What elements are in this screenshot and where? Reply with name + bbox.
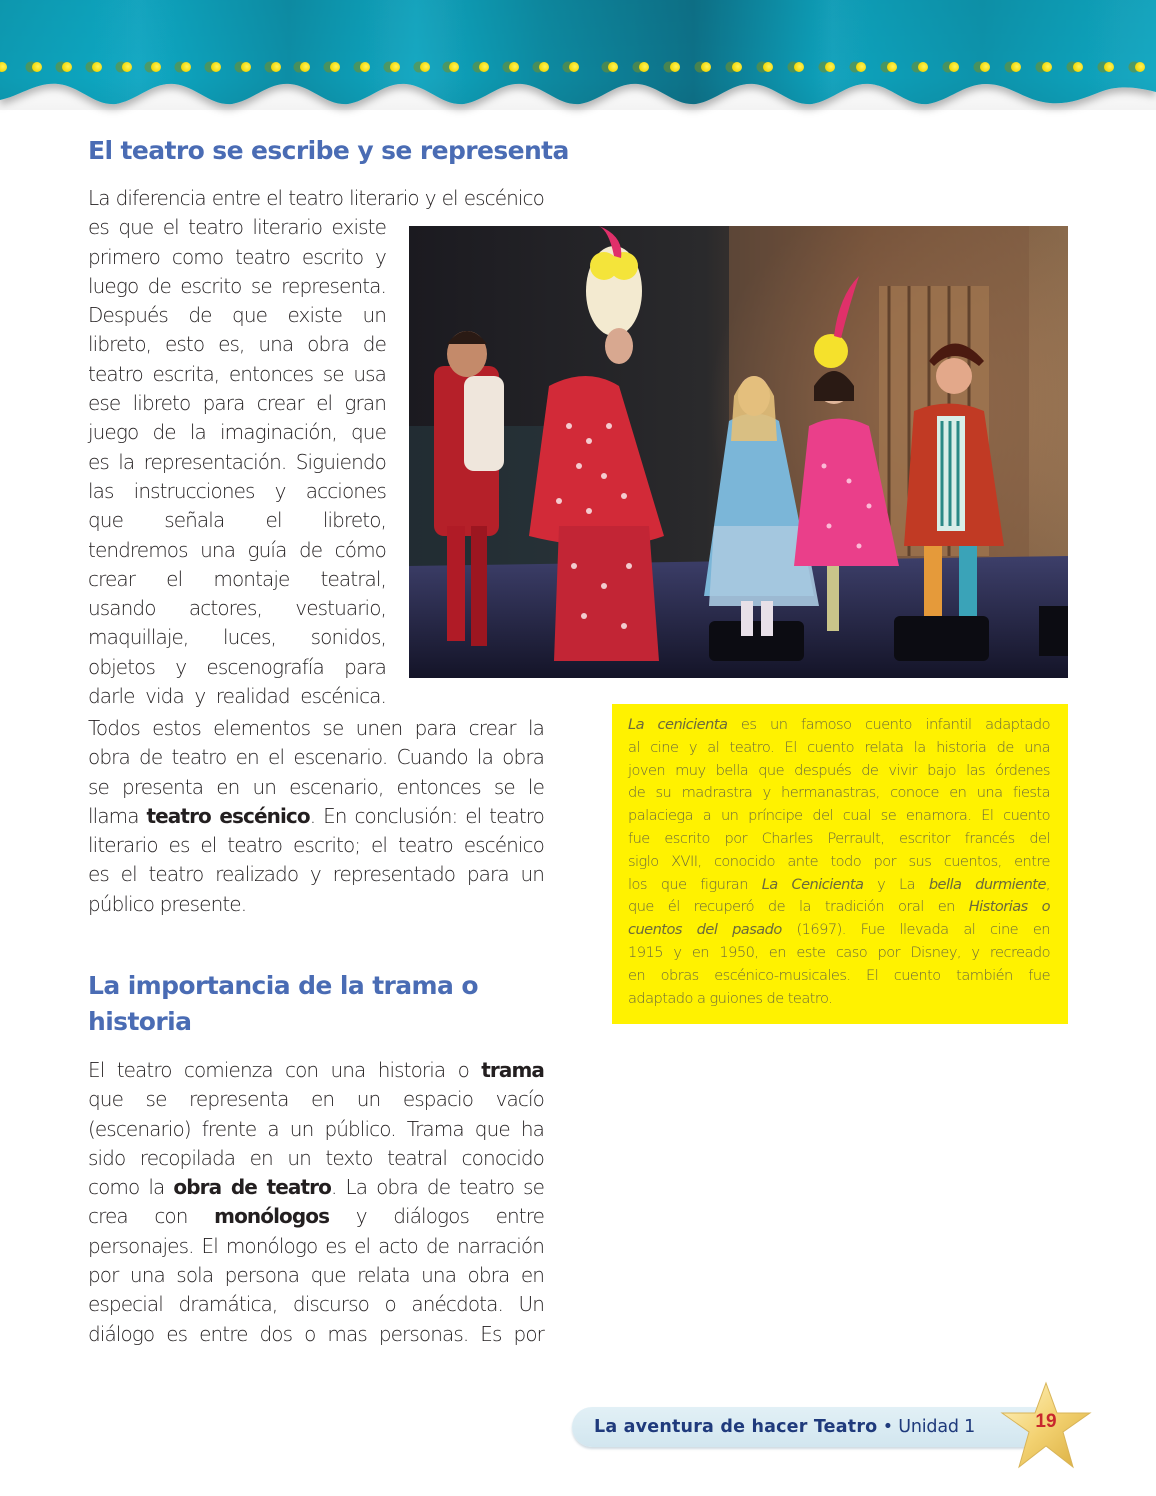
italic-title: La Cenicienta [761, 875, 864, 893]
text-line: juego de la imaginación, que [88, 420, 386, 445]
text-line: objetos y escenografía para [88, 654, 386, 679]
text-line: tendremos una guía de cómo [88, 537, 386, 562]
text-line: especial dramática, discurso o anécdota. Un [88, 1292, 544, 1317]
text-fragment: crea con [88, 1204, 215, 1229]
text-line [88, 802, 544, 831]
text-line: usando actores, vestuario, [88, 596, 386, 621]
bold-term-monologos: monólogos [214, 1204, 330, 1229]
section-heading-teatro-escribe: El teatro se escribe y se representa [88, 136, 569, 165]
stage-scene-illustration [409, 226, 1068, 678]
text-line: adaptado a guiones de teatro. [628, 989, 833, 1007]
page-number: 19 [1035, 1411, 1057, 1432]
text-fragment: . En conclusión: el teatro [309, 803, 544, 828]
info-box-text [628, 714, 1050, 1010]
separator-bullet: • [877, 1417, 899, 1437]
text-line: palaciega a un príncipe del cual se enamora. El cuento [628, 807, 1050, 825]
text-fragment: los que figuran [628, 875, 762, 893]
text-line: luego de escrito se representa. [88, 273, 386, 298]
wrapped-paragraph-left-of-photo [88, 213, 386, 711]
text-line: sido recopilada en un texto teatral conocido [88, 1145, 544, 1170]
text-line: literario es el teatro escrito; el teatro escénico [88, 833, 544, 858]
text-fragment: El teatro comienza con una historia o [88, 1058, 482, 1082]
text-line: las instrucciones y acciones [88, 478, 386, 503]
text-line: darle vida y realidad escénica. [88, 684, 386, 709]
text-line: que señala el libreto, [88, 508, 386, 533]
header-banner [0, 0, 1156, 125]
text-line: libreto, esto es, una obra de [88, 332, 386, 357]
footer-running-title [594, 1415, 975, 1439]
text-fragment: . La obra de teatro se [330, 1175, 544, 1200]
text-fragment: que él recuperó de la tradición oral en [628, 898, 969, 916]
italic-title: bella durmiente [928, 875, 1046, 893]
text-fragment: , [1045, 875, 1050, 893]
text-line: de su madrastra y hermanastras, conoce en una fiesta [628, 784, 1050, 802]
bold-term-obra-de-teatro: obra de teatro [173, 1175, 331, 1200]
intro-first-line [88, 184, 544, 213]
text-line: ese libreto para crear el gran [88, 391, 386, 416]
text-line: Después de que existe un [88, 303, 386, 328]
text-line [628, 919, 1050, 942]
paragraph-continuation [88, 714, 544, 919]
book-title: La aventura de hacer Teatro [594, 1417, 878, 1437]
text-line: se presenta en un escenario, entonces se le [88, 774, 544, 799]
trama-paragraph [88, 1056, 544, 1349]
text-line: teatro escrita, entonces se usa [88, 361, 386, 386]
text-line: Todos estos elementos se unen para crear la [88, 716, 544, 740]
text-line: que se representa en un espacio vacío [88, 1087, 544, 1112]
text-line: personajes. El monólogo es el acto de narración [88, 1233, 544, 1258]
text-line: crear el montaje teatral, [88, 566, 386, 591]
text-line: en obras escénico-musicales. El cuento también fue [628, 966, 1050, 984]
text-line: por una sola persona que relata una obra en [88, 1263, 544, 1288]
text-line [628, 896, 1050, 919]
italic-title: cuentos del pasado [628, 921, 782, 939]
text-line: maquillaje, luces, sonidos, [88, 625, 386, 650]
text-line: al cine y al teatro. El cuento relata la historia de una [628, 738, 1050, 756]
text-fragment: es un famoso cuento infantil adaptado [727, 716, 1050, 733]
text-line: es que el teatro literario existe [88, 215, 386, 240]
heading-line: historia [88, 1007, 192, 1036]
text-line: obra de teatro en el escenario. Cuando la obra [88, 745, 544, 770]
scalloped-curtain-decoration [0, 0, 1156, 125]
text-line: La diferencia entre el teatro literario y el escénico [88, 186, 544, 210]
italic-title: La cenicienta [628, 716, 728, 733]
heading-line: La importancia de la trama o [88, 971, 478, 1000]
bold-term-trama: trama [481, 1058, 544, 1082]
text-line [628, 714, 1050, 737]
text-line: público presente. [88, 891, 247, 916]
text-line: (escenario) frente a un público. Trama que ha [88, 1116, 544, 1141]
text-fragment: llama [88, 803, 147, 828]
text-fragment: como la [88, 1175, 174, 1200]
unit-label: Unidad 1 [898, 1417, 976, 1437]
theatre-stage-photo [409, 226, 1068, 678]
italic-title: Historias o [968, 898, 1050, 916]
text-line [88, 1173, 544, 1202]
text-line: primero como teatro escrito y [88, 244, 386, 269]
section-heading-importancia-trama [88, 968, 478, 1040]
text-line: diálogo es entre dos o mas personas. Es por [88, 1321, 544, 1346]
text-line: fue escrito por Charles Perrault, escritor francés del [628, 829, 1050, 847]
text-line [88, 1202, 544, 1231]
text-line [628, 874, 1050, 897]
text-line: 1915 y en 1950, en este caso por Disney, y recreado [628, 943, 1050, 961]
text-line: siglo XVII, conocido ante todo por sus cuentos, entre [628, 852, 1050, 870]
cinderella-info-box [612, 704, 1068, 1024]
text-line: joven muy bella que después de vivir bajo las órdenes [628, 761, 1050, 779]
bold-term-teatro-escenico: teatro escénico [146, 803, 310, 828]
text-fragment: y La [863, 875, 929, 893]
text-line: es el teatro realizado y representado para un [88, 862, 544, 887]
text-fragment: (1697). Fue llevada al cine en [781, 921, 1050, 939]
text-fragment: y diálogos entre [329, 1204, 544, 1229]
text-line [88, 1056, 544, 1085]
text-line: es la representación. Siguiendo [88, 449, 386, 474]
